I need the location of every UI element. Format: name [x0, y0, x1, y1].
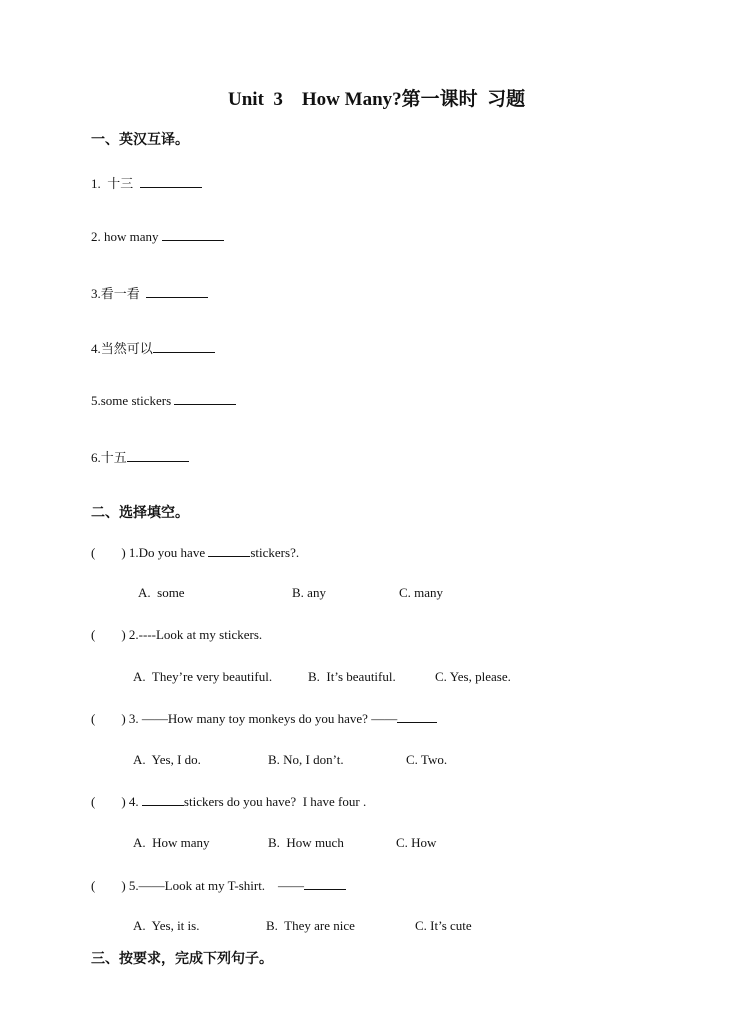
question-stem: 2.----Look at my stickers. [125, 627, 263, 642]
translate-item-4 [91, 338, 215, 357]
question-2 [91, 627, 262, 643]
section-2-heading: 二、选择填空。 [91, 506, 189, 521]
question-stem: 5.——Look at my T-shirt. —— [125, 878, 305, 893]
answer-paren[interactable]: ( ) [91, 711, 126, 726]
answer-blank[interactable] [162, 228, 224, 241]
translate-item-6-text: 6.十五 [91, 450, 127, 465]
answer-blank[interactable] [208, 544, 250, 557]
answer-paren[interactable]: ( ) [91, 878, 126, 893]
section-3-heading: 三、按要求，完成下列句子。 [91, 952, 273, 967]
answer-blank[interactable] [304, 877, 346, 890]
option-a[interactable]: A. They’re very beautiful. [133, 669, 273, 684]
option-c[interactable]: C. Two. [406, 752, 448, 767]
question-4 [91, 793, 366, 810]
option-a[interactable]: A. some [138, 585, 185, 600]
answer-blank[interactable] [174, 392, 236, 405]
question-3 [91, 710, 437, 727]
question-stem: 1.Do you have [125, 545, 209, 560]
translate-item-4-text: 4.当然可以 [91, 341, 153, 356]
question-stem-end: stickers do you have? I have four . [183, 794, 367, 809]
translate-item-5 [91, 392, 236, 409]
translate-item-3-text: 3.看一看 [91, 286, 147, 301]
option-a[interactable]: A. Yes, I do. [133, 752, 201, 767]
translate-item-2-text: 2. how many [91, 229, 162, 244]
question-1 [91, 544, 299, 561]
answer-blank[interactable] [127, 449, 189, 462]
option-a[interactable]: A. How many [133, 835, 210, 850]
question-stem: 4. [125, 794, 142, 809]
translate-item-6 [91, 447, 189, 466]
answer-blank[interactable] [397, 710, 437, 723]
option-b[interactable]: B. How much [268, 835, 344, 850]
answer-blank[interactable] [146, 285, 208, 298]
option-b[interactable]: B. It’s beautiful. [308, 669, 396, 684]
translate-item-5-text: 5.some stickers [91, 393, 175, 408]
option-b[interactable]: B. any [292, 585, 326, 600]
answer-paren[interactable]: ( ) [91, 794, 126, 809]
option-a[interactable]: A. Yes, it is. [133, 918, 200, 933]
answer-blank[interactable] [153, 340, 215, 353]
option-c[interactable]: C. many [399, 585, 444, 600]
question-5 [91, 877, 346, 894]
option-c[interactable]: C. How [396, 835, 437, 850]
translate-item-1 [91, 173, 202, 192]
option-c[interactable]: C. Yes, please. [435, 669, 511, 684]
question-stem: 3. ——How many toy monkeys do you have? —— [125, 711, 398, 726]
answer-paren[interactable]: ( ) [91, 545, 126, 560]
page-title: Unit 3 How Many?第一课时 习题 [228, 89, 526, 110]
translate-item-3 [91, 283, 208, 302]
translate-item-2 [91, 228, 224, 245]
section-1-heading: 一、英汉互译。 [91, 133, 189, 148]
translate-item-1-text: 1. 十三 [91, 176, 140, 191]
option-c[interactable]: C. It’s cute [415, 918, 472, 933]
answer-blank[interactable] [140, 175, 202, 188]
option-b[interactable]: B. They are nice [266, 918, 355, 933]
answer-paren[interactable]: ( ) [91, 627, 126, 642]
question-stem-end: stickers?. [250, 545, 300, 560]
answer-blank[interactable] [142, 793, 184, 806]
option-b[interactable]: B. No, I don’t. [268, 752, 344, 767]
